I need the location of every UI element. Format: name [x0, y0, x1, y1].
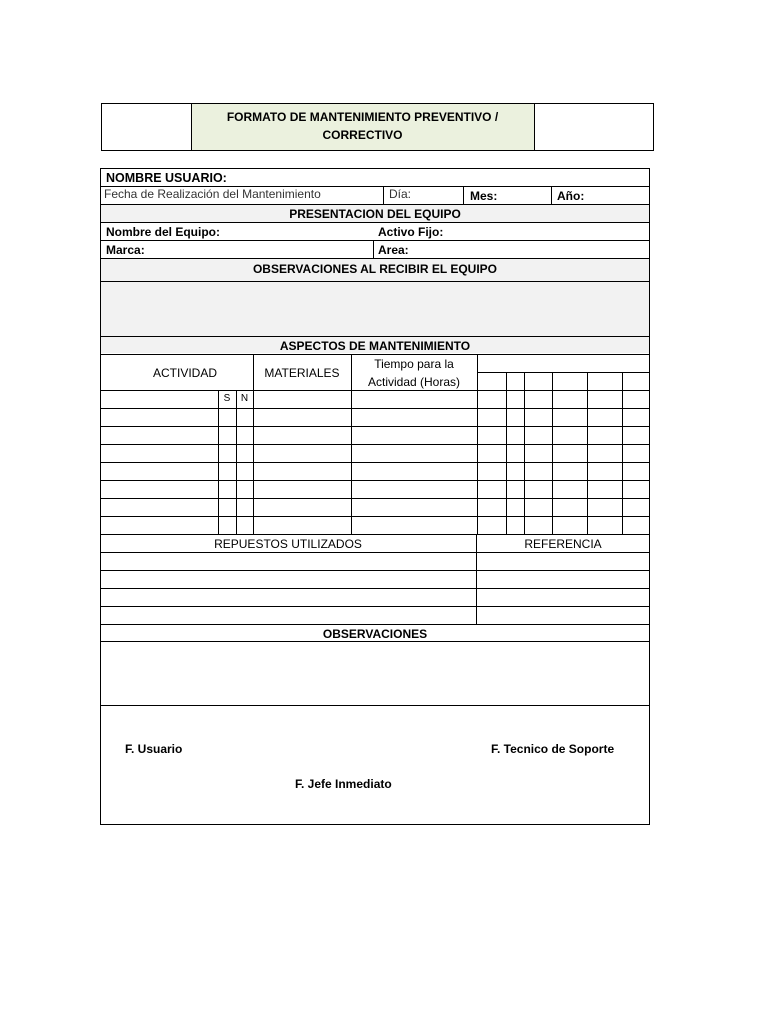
row-line — [100, 705, 650, 706]
anio-label: Año: — [557, 189, 585, 203]
row-line — [100, 462, 650, 463]
row-line — [100, 641, 650, 642]
row-line — [100, 354, 650, 355]
col-line — [622, 372, 623, 534]
nombre-equipo-label: Nombre del Equipo: — [106, 225, 220, 239]
col-line — [463, 186, 464, 204]
mes-label: Mes: — [470, 189, 498, 203]
row-line — [100, 240, 650, 241]
header-divider-right — [534, 103, 535, 151]
observaciones-heading: OBSERVACIONES — [322, 627, 428, 641]
aspectos-mantenimiento-heading: ASPECTOS DE MANTENIMIENTO — [279, 339, 471, 353]
row-line — [100, 516, 650, 517]
observaciones-recibir-heading: OBSERVACIONES AL RECIBIR EL EQUIPO — [252, 262, 498, 276]
repuestos-utilizados-heading: REPUESTOS UTILIZADOS — [214, 537, 362, 551]
row-line — [100, 426, 650, 427]
marca-label: Marca: — [106, 243, 145, 257]
referencia-heading: REFERENCIA — [524, 537, 602, 551]
row-line — [100, 588, 650, 589]
col-line — [236, 390, 237, 534]
row-line — [100, 408, 650, 409]
actividad-column-header: ACTIVIDAD — [152, 366, 217, 380]
col-line — [551, 186, 552, 204]
dia-label: Día: — [389, 187, 412, 201]
col-line — [373, 240, 374, 258]
row-line — [100, 534, 650, 535]
n-column-header: N — [240, 393, 249, 404]
row-line — [100, 222, 650, 223]
col-line — [552, 372, 553, 534]
row-line — [100, 480, 650, 481]
row-line — [100, 552, 650, 553]
row-line — [100, 204, 650, 205]
firma-jefe-label: F. Jefe Inmediato — [295, 777, 392, 791]
form-title-line2: CORRECTIVO — [322, 128, 403, 142]
s-column-header: S — [223, 393, 231, 404]
row-line — [100, 390, 650, 391]
activo-fijo-label: Activo Fijo: — [378, 225, 444, 239]
col-line — [524, 372, 525, 534]
row-line — [100, 258, 650, 259]
area-label: Area: — [378, 243, 409, 257]
col-line — [506, 372, 507, 534]
col-line — [477, 354, 478, 534]
row-line — [100, 281, 650, 282]
row-line — [100, 444, 650, 445]
col-line — [383, 186, 384, 204]
row-line — [100, 570, 650, 571]
materiales-column-header: MATERIALES — [264, 366, 340, 380]
col-line — [218, 390, 219, 534]
row-line — [477, 372, 650, 373]
col-line — [587, 372, 588, 534]
presentacion-equipo-heading: PRESENTACION DEL EQUIPO — [289, 207, 461, 221]
row-line — [100, 606, 650, 607]
firma-usuario-label: F. Usuario — [125, 742, 183, 756]
firma-tecnico-label: F. Tecnico de Soporte — [491, 742, 615, 756]
form-title-line1: FORMATO DE MANTENIMIENTO PREVENTIVO / — [226, 110, 499, 124]
fecha-realizacion-label: Fecha de Realización del Mantenimiento — [104, 187, 321, 201]
nombre-usuario-label: NOMBRE USUARIO: — [106, 171, 227, 185]
row-line — [100, 336, 650, 337]
row-line — [100, 624, 650, 625]
row-line — [100, 498, 650, 499]
col-line — [253, 354, 254, 534]
tiempo-column-header-line2: Actividad (Horas) — [367, 375, 461, 389]
tiempo-column-header-line1: Tiempo para la — [374, 357, 454, 371]
